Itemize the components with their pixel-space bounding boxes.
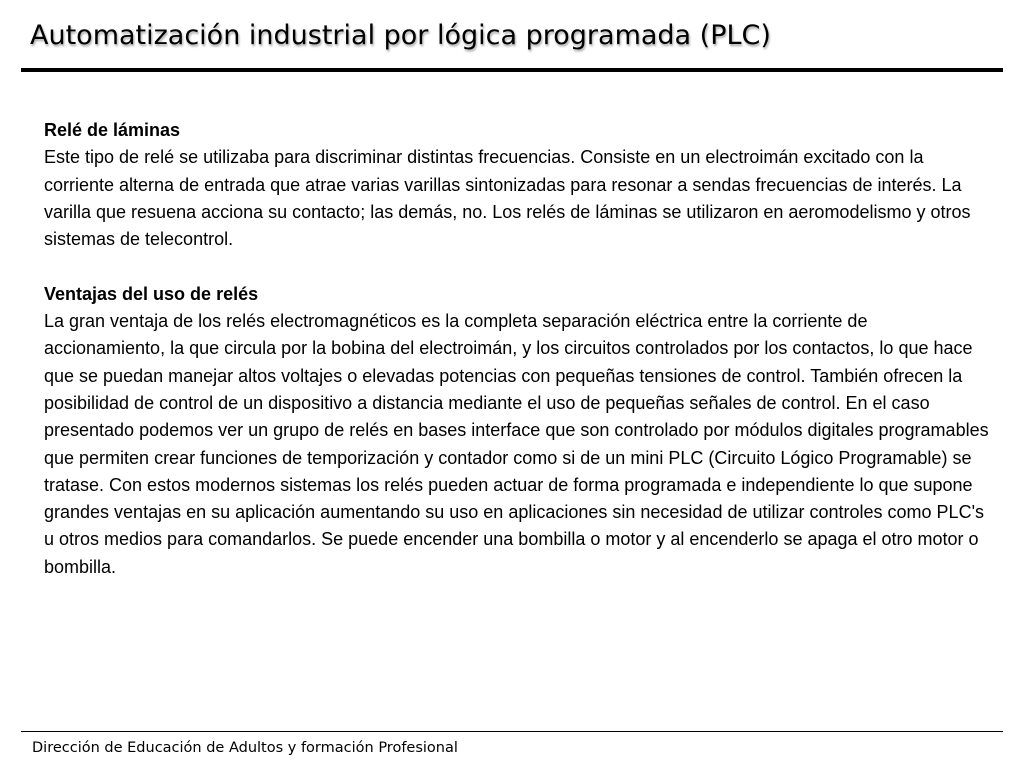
section-body: La gran ventaja de los relés electromagnéticos es la completa separación eléctrica entre la corriente de accionamiento, la que circula por la bobina del electroimán, y los circuitos controlados por los contactos, lo que hace que se puedan manejar altos voltajes o elevadas potencias con pequeñas tensiones de control. También ofrecen la posibilidad de control de un dispositivo a distancia mediante el uso de pequeñas señales de control. En el caso presentado podemos ver un grupo de relés en bases interface que son controlado por módulos digitales programables que permiten crear funciones de temporización y contador como si de un mini PLC (Circuito Lógico Programable) se tratase. Con estos modernos sistemas los relés pueden actuar de forma programada e independiente lo que supone grandes ventajas en su aplicación aumentando su uso en aplicaciones sin necesidad de utilizar controles como PLC's u otros medios para comandarlos. Se puede encender una bombilla o motor y al encenderlo se apaga el otro motor o bombilla.	[44, 311, 989, 577]
title-divider	[21, 68, 1003, 72]
section-heading: Relé de láminas	[44, 120, 181, 140]
section-body: Este tipo de relé se utilizaba para discriminar distintas frecuencias. Consiste en un electroimán excitado con la corriente alterna de entrada que atrae varias varillas sintonizadas para resonar a sendas frecuencias de interés. La varilla que resuena acciona su contacto; las demás, no. Los relés de láminas se utilizaron en aeromodelismo y otros sistemas de telecontrol.	[44, 147, 971, 250]
section-heading: Ventajas del uso de relés	[44, 283, 259, 304]
slide-title: Automatización industrial por lógica programada (PLC)	[30, 20, 771, 51]
footer-divider	[21, 731, 1003, 732]
footer-text: Dirección de Educación de Adultos y formación Profesional	[32, 740, 458, 756]
section-ventajas-del-uso-de-reles	[44, 281, 989, 581]
slide-content	[44, 117, 989, 608]
section-rele-de-laminas	[44, 117, 989, 253]
